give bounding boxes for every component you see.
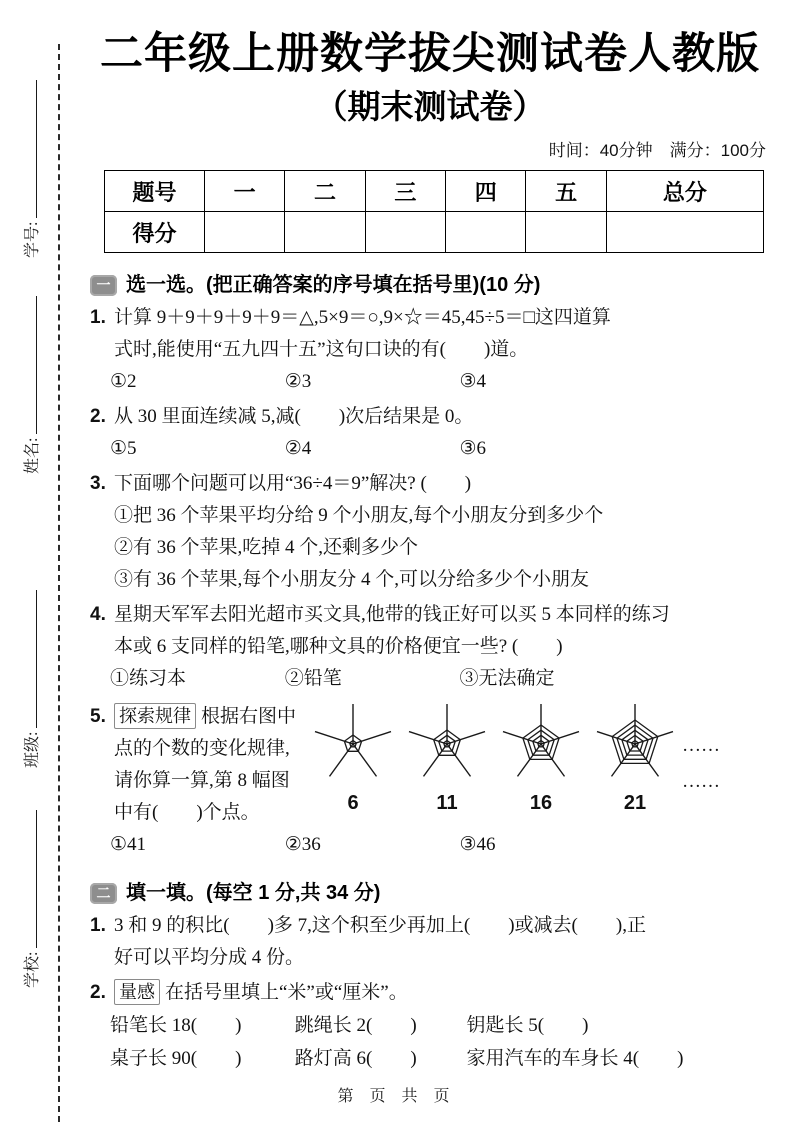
class-blank-line bbox=[36, 590, 37, 728]
measure-row-1 bbox=[90, 1009, 770, 1042]
option: ③4 bbox=[459, 371, 487, 392]
question-text-line: 式时,能使用“五九四十五”这句口诀的有( )道。 bbox=[114, 339, 529, 360]
score-empty-cell bbox=[365, 212, 445, 253]
question-number: 5. bbox=[90, 706, 106, 727]
option: ②铅笔 bbox=[284, 668, 342, 689]
figure-point-count: 16 bbox=[529, 792, 553, 814]
question-number: 1. bbox=[90, 307, 106, 328]
s2-question1 bbox=[90, 910, 770, 974]
measure-item: 桌子长 90( ) bbox=[110, 1048, 242, 1069]
option: ③6 bbox=[459, 438, 487, 459]
s1-question2 bbox=[90, 401, 770, 433]
page-title: 二年级上册数学拔尖测试卷人教版 bbox=[100, 30, 760, 78]
section2-title: 填一填。(每空 1 分,共 34 分) bbox=[126, 882, 381, 904]
paper-content bbox=[90, 0, 770, 1075]
score-empty-cell bbox=[205, 212, 285, 253]
margin-field-school bbox=[14, 808, 42, 988]
sequence-ellipsis bbox=[682, 700, 720, 794]
score-header-cell: 四 bbox=[446, 171, 526, 212]
score-empty-cell bbox=[285, 212, 365, 253]
ellipsis-text: …… bbox=[682, 771, 720, 792]
page-subtitle: （期末测试卷） bbox=[314, 88, 546, 125]
score-empty-cell bbox=[526, 212, 606, 253]
spiderweb-drawing bbox=[494, 700, 588, 791]
school-blank-line bbox=[36, 810, 37, 948]
margin-field-name bbox=[14, 294, 42, 474]
question-text-line: 从 30 里面连续减 5,减( )次后结果是 0。 bbox=[114, 406, 474, 427]
question-sub-option: ①把 36 个苹果平均分给 9 个小朋友,每个小朋友分到多少个 bbox=[114, 505, 604, 526]
section1-badge: 一 bbox=[90, 275, 117, 296]
s2-question2 bbox=[90, 977, 770, 1009]
measure-item: 铅笔长 18( ) bbox=[110, 1015, 242, 1036]
question-text-line: 下面哪个问题可以用“36÷4＝9”解决? ( ) bbox=[114, 473, 472, 494]
question-number: 2. bbox=[90, 406, 106, 427]
margin-dashed-rule bbox=[58, 44, 60, 1122]
score-header-cell: 三 bbox=[365, 171, 445, 212]
score-table-header-row bbox=[105, 171, 764, 212]
question-text-line bbox=[114, 977, 770, 1009]
option: ①2 bbox=[110, 371, 137, 392]
score-empty-cell bbox=[446, 212, 526, 253]
option: ①练习本 bbox=[110, 668, 187, 689]
option: ②3 bbox=[284, 371, 312, 392]
s1-question1 bbox=[90, 302, 770, 366]
question-text-line: 3 和 9 的积比( )多 7,这个积至少再加上( )或减去( ),正 bbox=[114, 915, 646, 936]
section1-title: 选一选。(把正确答案的序号填在括号里)(10 分) bbox=[126, 274, 541, 296]
measure-item: 跳绳长 2( ) bbox=[294, 1015, 417, 1036]
score-header-cell: 题号 bbox=[105, 171, 205, 212]
measure-item: 钥匙长 5( ) bbox=[466, 1015, 589, 1036]
score-empty-cell bbox=[606, 212, 763, 253]
name-label: 姓名: bbox=[24, 437, 41, 474]
question-text-line: 本或 6 支同样的铅笔,哪种文具的价格便宜一些? ( ) bbox=[114, 636, 563, 657]
web-figure-4 bbox=[588, 700, 682, 815]
question-number: 2. bbox=[90, 982, 106, 1003]
score-table-score-row bbox=[105, 212, 764, 253]
spiderweb-drawing bbox=[306, 700, 400, 791]
class-label: 班级: bbox=[24, 731, 41, 768]
option: ②36 bbox=[284, 834, 321, 855]
web-figure-3 bbox=[494, 700, 588, 815]
measure-item: 路灯高 6( ) bbox=[294, 1048, 417, 1069]
web-figure-1 bbox=[306, 700, 400, 815]
name-blank-line bbox=[36, 296, 37, 434]
question-text-line bbox=[114, 701, 306, 733]
s1-question4 bbox=[90, 599, 770, 663]
option: ③46 bbox=[459, 834, 496, 855]
spiderweb-drawing bbox=[588, 700, 682, 791]
figure-point-count: 11 bbox=[436, 792, 458, 814]
score-header-cell: 五 bbox=[526, 171, 606, 212]
spiderweb-drawing bbox=[400, 700, 494, 791]
margin-field-student-id bbox=[14, 78, 42, 258]
figure-point-count: 21 bbox=[623, 792, 647, 814]
question-text-line: 好可以平均分成 4 份。 bbox=[114, 947, 305, 968]
student-id-label: 学号: bbox=[24, 221, 41, 258]
question-text-line: 计算 9＋9＋9＋9＋9＝△,5×9＝○,9×☆＝45,45÷5＝□这四道算 bbox=[114, 307, 611, 328]
web-figure-2 bbox=[400, 700, 494, 815]
question-sub-option: ②有 36 个苹果,吃掉 4 个,还剩多少个 bbox=[114, 537, 419, 558]
question-number: 4. bbox=[90, 604, 106, 625]
option: ③无法确定 bbox=[459, 668, 555, 689]
question-text-line: 点的个数的变化规律, bbox=[114, 738, 290, 759]
s1-question5-options bbox=[90, 829, 770, 861]
option: ①5 bbox=[110, 438, 137, 459]
measure-row-2 bbox=[90, 1042, 770, 1075]
page-footer: 第 页 共 页 bbox=[337, 1088, 456, 1105]
measure-item: 家用汽车的车身长 4( ) bbox=[466, 1048, 684, 1069]
margin-field-class bbox=[14, 588, 42, 768]
section1-header bbox=[90, 271, 770, 299]
question-number: 3. bbox=[90, 473, 106, 494]
student-id-blank-line bbox=[36, 80, 37, 218]
question-text: 在括号里填上“米”或“厘米”。 bbox=[165, 982, 408, 1003]
section2-header bbox=[90, 879, 770, 907]
school-label: 学校: bbox=[24, 951, 41, 988]
score-row-label: 得分 bbox=[105, 212, 205, 253]
option: ①41 bbox=[110, 834, 147, 855]
s1-question5 bbox=[90, 698, 770, 829]
score-header-cell: 一 bbox=[205, 171, 285, 212]
s1-question5-text bbox=[90, 701, 306, 829]
score-header-cell: 总分 bbox=[606, 171, 763, 212]
option: ②4 bbox=[284, 438, 312, 459]
question-text: 根据右图中 bbox=[201, 706, 297, 727]
s1-question1-options bbox=[90, 366, 770, 398]
score-table bbox=[104, 170, 764, 253]
explore-pattern-tag: 探索规律 bbox=[114, 703, 196, 729]
question-text-line: 中有( )个点。 bbox=[114, 802, 260, 823]
score-header-cell: 二 bbox=[285, 171, 365, 212]
question-text-line: 星期天军军去阳光超市买文具,他带的钱正好可以买 5 本同样的练习 bbox=[114, 604, 670, 625]
question-text-line: 请你算一算,第 8 幅图 bbox=[114, 770, 290, 791]
pattern-figures bbox=[306, 698, 720, 829]
time-score-info: 时间：40分钟 满分：100分 bbox=[548, 141, 766, 160]
quantity-sense-tag: 量感 bbox=[114, 979, 160, 1005]
figure-point-count: 6 bbox=[347, 792, 359, 814]
s1-question2-options bbox=[90, 433, 770, 465]
s1-question4-options bbox=[90, 663, 770, 695]
s1-question3 bbox=[90, 468, 770, 596]
section2-badge: 二 bbox=[90, 883, 117, 904]
question-sub-option: ③有 36 个苹果,每个小朋友分 4 个,可以分给多少个小朋友 bbox=[114, 569, 590, 590]
question-number: 1. bbox=[90, 915, 106, 936]
ellipsis-text: …… bbox=[682, 735, 720, 756]
